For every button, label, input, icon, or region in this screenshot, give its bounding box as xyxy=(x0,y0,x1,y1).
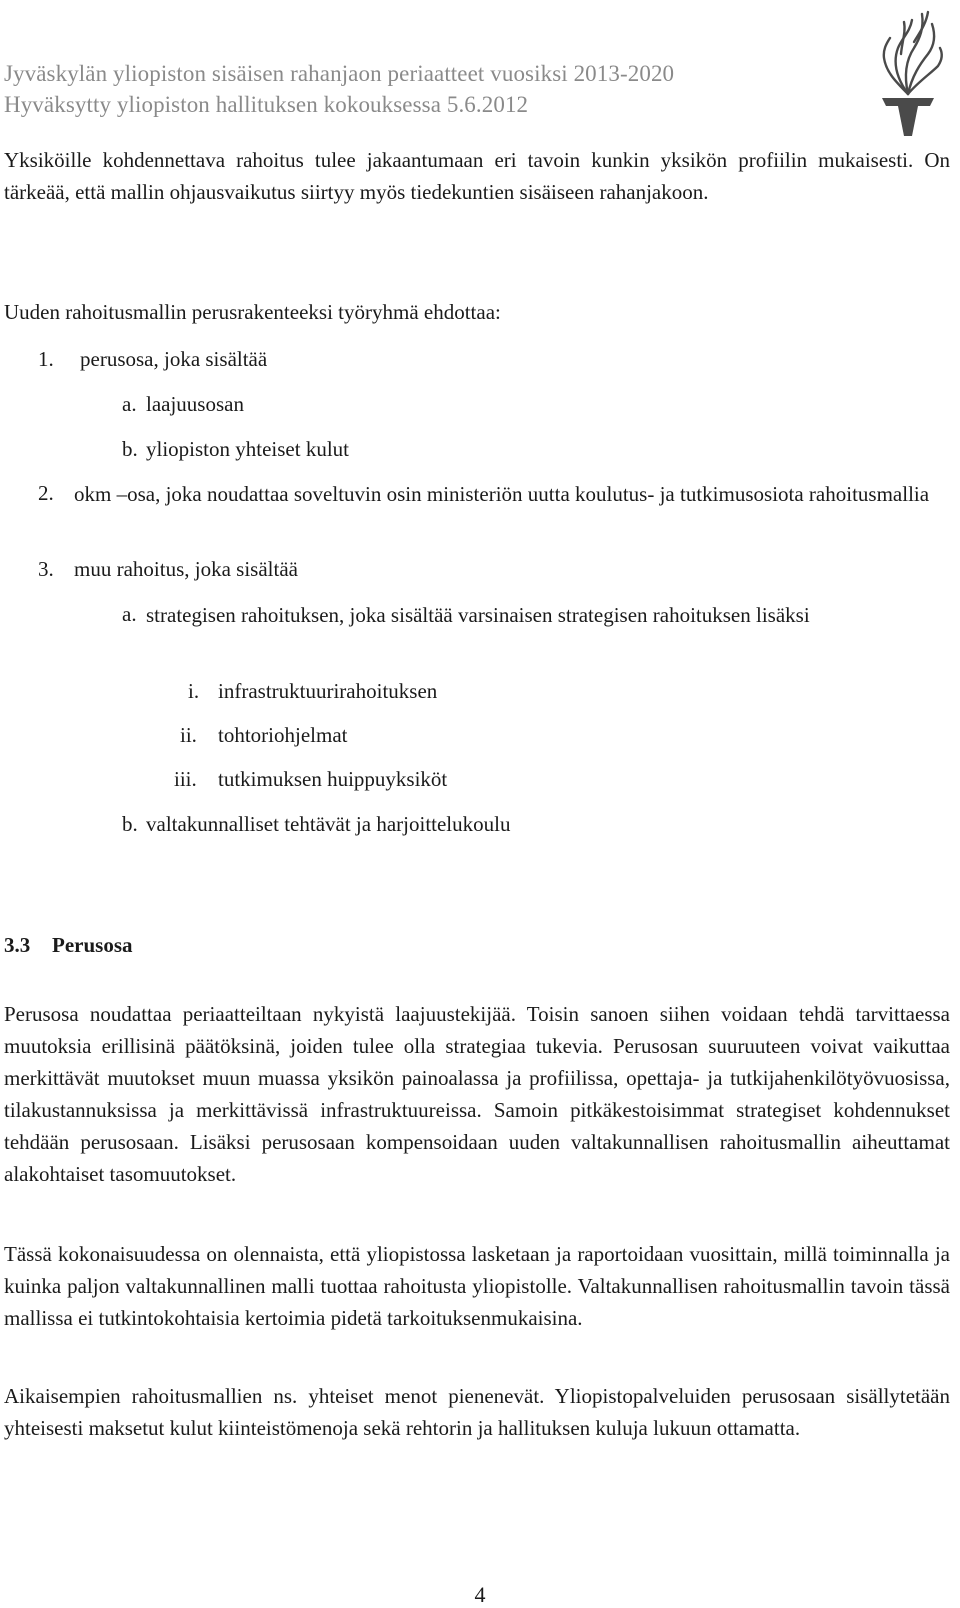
list-item: perusosa, joka sisältää xyxy=(80,347,268,371)
document-header xyxy=(4,58,674,120)
list-item: tutkimuksen huippuyksiköt xyxy=(218,767,448,791)
section-number: 3.3 xyxy=(4,933,31,957)
list-item: muu rahoitus, joka sisältää xyxy=(74,557,298,581)
list-marker: b. xyxy=(122,812,138,836)
header-title: Jyväskylän yliopiston sisäisen rahanjaon periaatteet vuosiksi 2013-2020 xyxy=(4,61,675,86)
list-item: valtakunnalliset tehtävät ja harjoittelukoulu xyxy=(146,812,511,836)
list-marker: b. xyxy=(122,437,138,461)
list-marker: a. xyxy=(122,602,137,626)
list-item: tohtoriohjelmat xyxy=(218,723,348,747)
list-marker: a. xyxy=(122,392,137,416)
list-item: okm –osa, joka noudattaa soveltuvin osin ministeriön uutta koulutus- ja tutkimusosiota rahoitusmallia xyxy=(74,482,930,506)
body-paragraph: Tässä kokonaisuudessa on olennaista, että yliopistossa lasketaan ja raportoidaan vuosittain, millä toiminnalla ja kuinka paljon valtakunnallinen malli tuottaa rahoitusta yliopistolle. Valtakunnallisen rahoitusmallin tavoin tässä mallissa ei tutkintokohtaisia kertoimia pidetä tarkoituksenmukaisina. xyxy=(4,1242,950,1330)
page-number: 4 xyxy=(474,1582,486,1607)
proposal-lead: Uuden rahoitusmallin perusrakenteeksi työryhmä ehdottaa: xyxy=(4,300,501,324)
list-marker: i. xyxy=(188,679,200,703)
body-paragraph: Aikaisempien rahoitusmallien ns. yhteiset menot pienenevät. Yliopistopalveluiden perusosaan sisällytetään yhteisesti maksetut kulut kiinteistömenoja sekä rehtorin ja hallituksen kuluja lukuun ottamatta. xyxy=(4,1384,950,1440)
list-item: laajuusosan xyxy=(146,392,244,416)
list-marker: ii. xyxy=(180,723,197,747)
list-marker: iii. xyxy=(174,767,197,791)
list-marker: 2. xyxy=(38,481,54,505)
body-paragraph: Perusosa noudattaa periaatteiltaan nykyistä laajuustekijää. Toisin sanoen siihen voidaan tehdä tarvittaessa muutoksia erillisinä päätöksinä, joiden tulee olla strategiaa tukevia. Perusosan suuruuteen voivat vaikuttaa merkittävät muutokset muun muassa yksikön painoalassa ja profiilissa, opettaja- ja tutkijahenkilötyövuosissa, tilakustannuksissa ja merkittävissä infrastruktuureissa. Samoin pitkäkestoisimmat strategiset kohdennukset tehdään perusosaan. Lisäksi perusosaan kompensoidaan uuden valtakunnallisen rahoitusmallin aiheuttamat alakohtaiset tasomuutokset. xyxy=(4,1002,950,1186)
list-item: infrastruktuurirahoituksen xyxy=(218,679,438,703)
list-item: strategisen rahoituksen, joka sisältää varsinaisen strategisen rahoituksen lisäksi xyxy=(146,603,810,627)
section-title: Perusosa xyxy=(52,933,133,957)
list-item: yliopiston yhteiset kulut xyxy=(146,437,349,461)
section-heading xyxy=(4,930,133,960)
list-marker: 1. xyxy=(38,347,54,371)
torch-logo-icon xyxy=(868,2,948,138)
list-marker: 3. xyxy=(38,557,54,581)
header-approval-note: Hyväksytty yliopiston hallituksen kokouksessa 5.6.2012 xyxy=(4,92,529,117)
intro-paragraph: Yksiköille kohdennettava rahoitus tulee jakaantumaan eri tavoin kunkin yksikön profiilin mukaisesti. On tärkeää, että mallin ohjausvaikutus siirtyy myös tiedekuntien sisäiseen rahanjakoon. xyxy=(4,148,950,204)
